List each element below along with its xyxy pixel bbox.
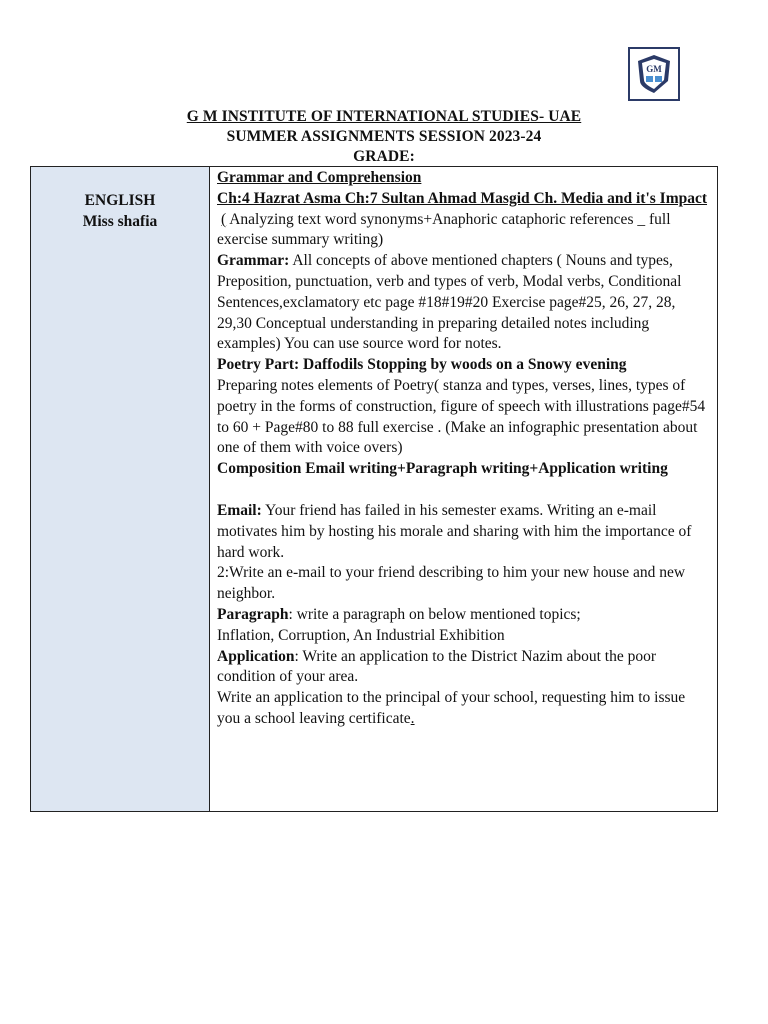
paragraph-topics: Inflation, Corruption, An Industrial Exhibition <box>217 626 505 644</box>
poetry-text-a: Preparing notes elements of <box>217 376 390 394</box>
svg-text:GM: GM <box>646 64 662 74</box>
chapters-heading: Ch:4 Hazrat Asma Ch:7 Sultan Ahmad Masgid Ch. Media and it's Impact <box>217 189 708 207</box>
application-2-end: . <box>410 709 415 727</box>
institute-name: G M INSTITUTE OF INTERNATIONAL STUDIES- UAE <box>186 108 582 125</box>
analyzing-body: Analyzing text word synonyms+Anaphoric cataphoric references _ full exercise summary writing) <box>217 210 671 249</box>
section-title: Grammar and Comprehension <box>217 169 422 186</box>
application-text: : Write an application to the District Nazim about the poor condition of your area. <box>217 647 657 686</box>
school-logo <box>628 47 680 101</box>
spacer <box>217 480 711 501</box>
application-label: Application <box>217 647 295 665</box>
poetry-heading: Poetry Part: Daffodils Stopping by woods on a Snowy evening <box>217 356 627 374</box>
poetry-paragraph <box>217 376 711 459</box>
paragraph-label: Paragraph <box>217 605 289 623</box>
email-text: Your friend has failed in his semester exams. Writing an e-mail motivates him by hosting his morale and sharing with him the importance of hard work. <box>217 501 692 561</box>
assignment-table <box>30 166 718 812</box>
subject-name: ENGLISH <box>84 192 156 209</box>
analyzing-open: ( <box>221 210 227 228</box>
application-task <box>217 647 711 689</box>
analyzing-text <box>217 210 711 252</box>
paragraph-text: : write a paragraph on below mentioned topics; <box>288 605 581 623</box>
grammar-paragraph <box>217 251 711 355</box>
school-crest-icon <box>634 53 674 95</box>
subject-cell <box>31 167 210 811</box>
assignment-content <box>210 167 717 811</box>
document-header <box>0 107 768 167</box>
grammar-label: Grammar: <box>217 252 290 270</box>
teacher-name: Miss shafia <box>82 213 158 230</box>
grammar-text: All concepts of above mentioned chapters ( Nouns and types, Preposition, punctuation, verb and types of verb, Modal verbs, Conditional Sentences,exclamatory etc page #18#19#20 Exercise page#25, 26, 27, 28, 29,30 Conceptual understanding in preparing detailed notes including examples) You can use source word for notes. <box>217 252 682 353</box>
session-title: SUMMER ASSIGNMENTS SESSION 2023-24 <box>226 128 542 145</box>
email-label: Email: <box>217 501 262 519</box>
paragraph-task <box>217 605 711 626</box>
email-task-2: 2:Write an e-mail to your friend describing to him your new house and new neighbor. <box>217 564 686 603</box>
grade-label: GRADE: <box>353 148 415 165</box>
application-2-text: Write an application to the principal of your school, requesting him to issue you a school leaving certificate <box>217 689 686 727</box>
composition-heading: Composition Email writing+Paragraph writing+Application writing <box>217 460 668 478</box>
application-task-2 <box>217 688 711 730</box>
poetry-text-b: Poetry( stanza and types, verses, lines, types of poetry in the forms of construction, figure of speech with illustrations page#54 to 60 + Page#80 to 88 full exercise . (Make an infographic presentation about one of them with voice overs) <box>217 376 706 457</box>
email-paragraph <box>217 501 711 563</box>
